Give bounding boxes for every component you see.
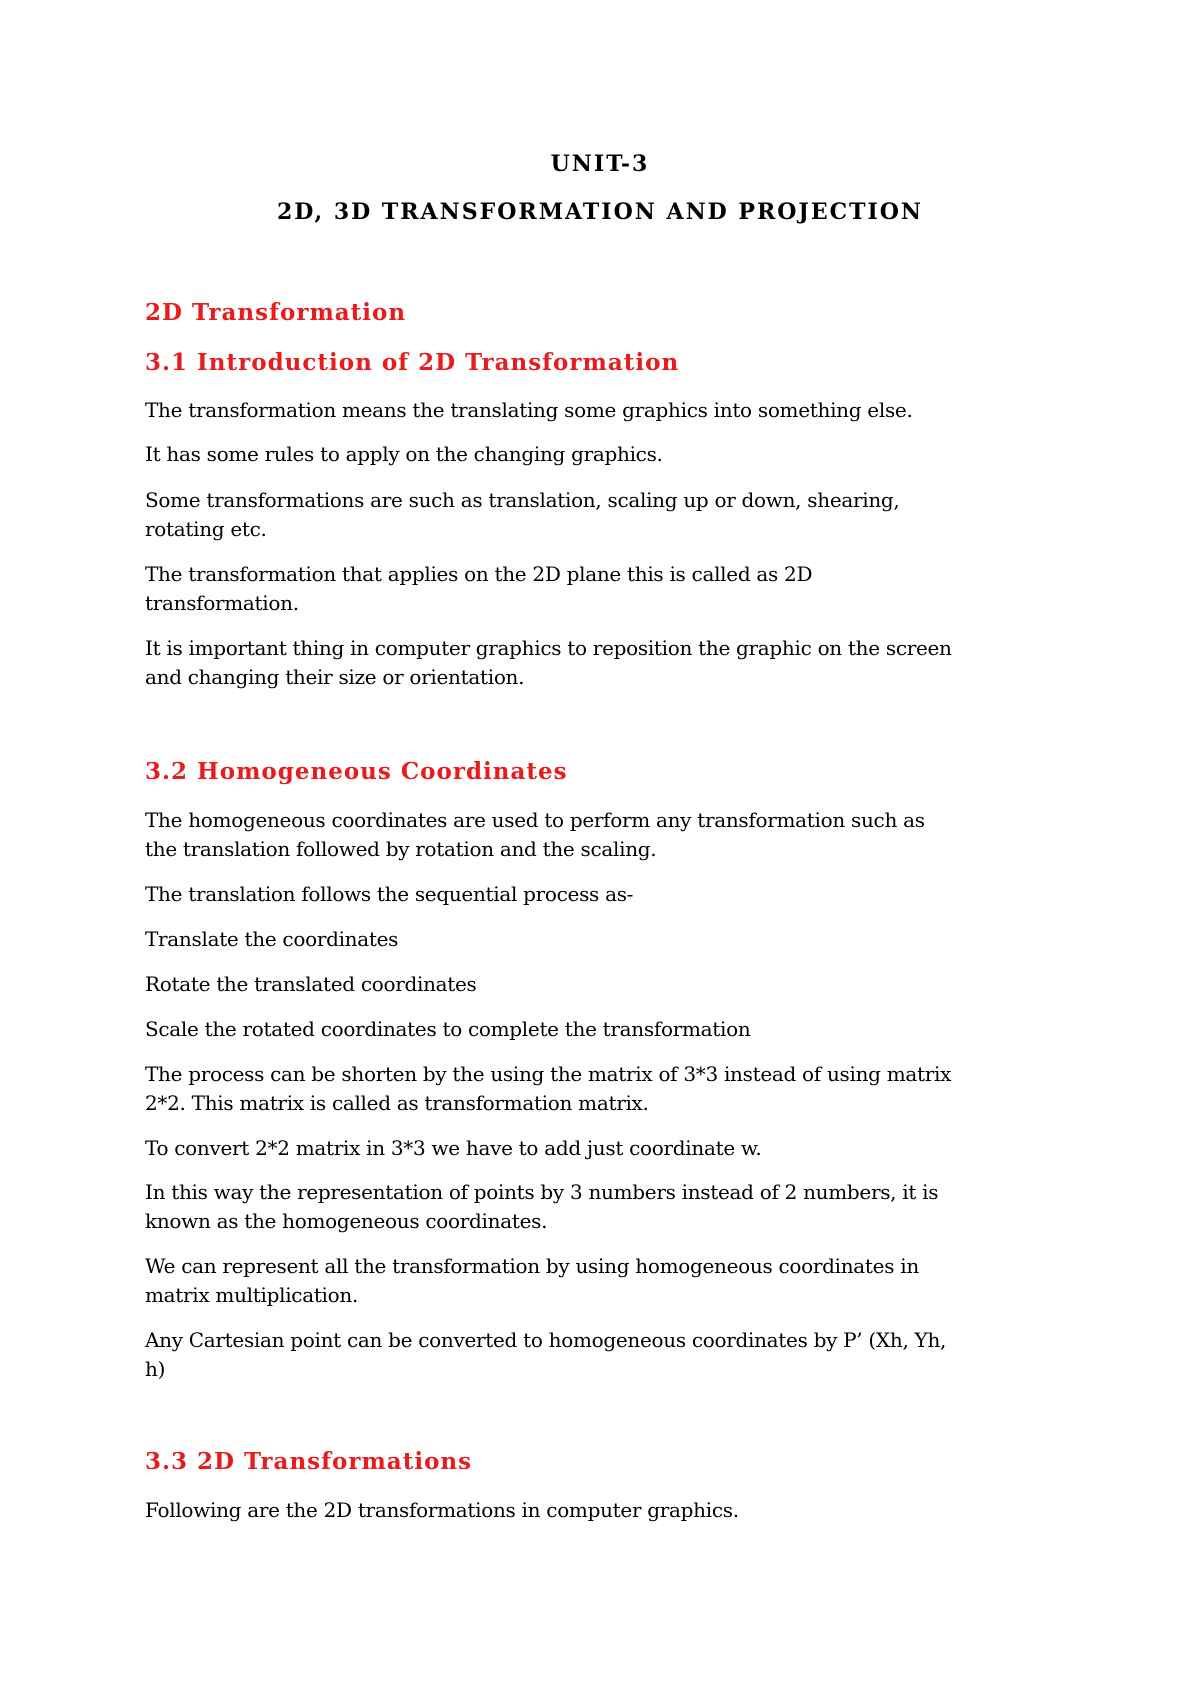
paragraph-line: transformation. xyxy=(145,591,299,615)
main-title: 2D, 3D TRANSFORMATION AND PROJECTION xyxy=(276,199,924,225)
paragraph-line: Following are the 2D transformations in computer graphics. xyxy=(145,1498,739,1522)
paragraph-line: Any Cartesian point can be converted to homogeneous coordinates by P’ (Xh, Yh, xyxy=(145,1328,947,1352)
paragraph-line: The translation follows the sequential process as- xyxy=(145,882,634,906)
paragraph-line: and changing their size or orientation. xyxy=(145,665,525,689)
paragraph-line: Translate the coordinates xyxy=(145,927,399,951)
paragraph-line: the translation followed by rotation and the scaling. xyxy=(145,837,657,861)
paragraph-line: matrix multiplication. xyxy=(145,1283,359,1307)
paragraph-line: In this way the representation of points by 3 numbers instead of 2 numbers, it is xyxy=(145,1180,939,1204)
paragraph-line: It has some rules to apply on the changing graphics. xyxy=(145,442,663,466)
paragraph-line: known as the homogeneous coordinates. xyxy=(145,1209,548,1233)
paragraph-line: The homogeneous coordinates are used to perform any transformation such as xyxy=(145,808,925,832)
paragraph-line: It is important thing in computer graphics to reposition the graphic on the screen xyxy=(145,636,952,660)
paragraph-line: Scale the rotated coordinates to complete the transformation xyxy=(145,1017,751,1041)
paragraph-line: rotating etc. xyxy=(145,517,267,541)
paragraph-line: h) xyxy=(145,1357,166,1381)
paragraph-line: We can represent all the transformation by using homogeneous coordinates in xyxy=(145,1254,919,1278)
paragraph-line: The process can be shorten by the using the matrix of 3*3 instead of using matrix xyxy=(145,1062,952,1086)
paragraph-line: Rotate the translated coordinates xyxy=(145,972,477,996)
section-heading-3-1: 3.1 Introduction of 2D Transformation xyxy=(145,349,680,376)
section-heading-3-3: 3.3 2D Transformations xyxy=(145,1448,473,1475)
section-heading-3-2: 3.2 Homogeneous Coordinates xyxy=(145,758,568,785)
paragraph-line: 2*2. This matrix is called as transformation matrix. xyxy=(145,1091,649,1115)
unit-title: UNIT-3 xyxy=(550,151,650,177)
paragraph-line: Some transformations are such as translation, scaling up or down, shearing, xyxy=(145,488,900,512)
section-heading-2d-transformation: 2D Transformation xyxy=(145,299,407,326)
paragraph-line: The transformation that applies on the 2D plane this is called as 2D xyxy=(145,562,813,586)
paragraph-line: The transformation means the translating some graphics into something else. xyxy=(145,398,913,422)
paragraph-line: To convert 2*2 matrix in 3*3 we have to add just coordinate w. xyxy=(145,1136,762,1160)
